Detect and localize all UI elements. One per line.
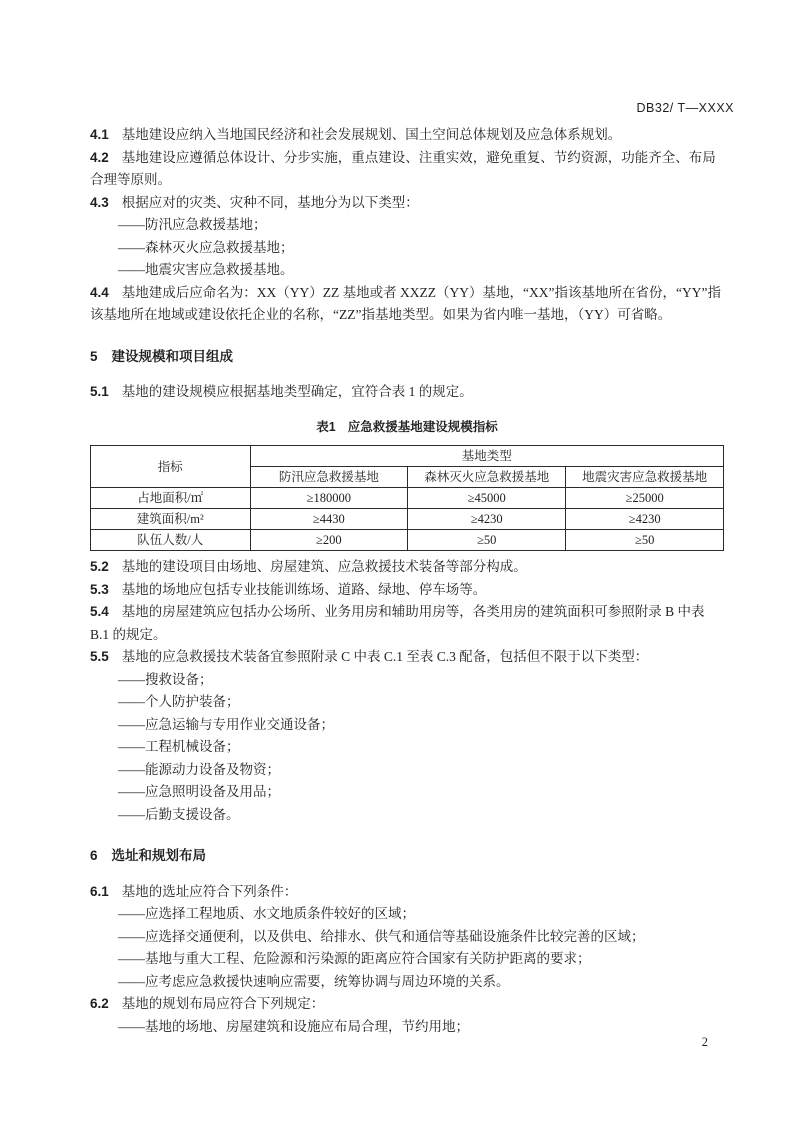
table-cell: ≥4230	[566, 509, 724, 530]
table-row	[91, 509, 724, 530]
table-cell: ≥180000	[250, 488, 408, 509]
list-item-equipment: ——能源动力设备及物资；	[118, 761, 280, 777]
section-5-heading	[90, 346, 724, 369]
table-row	[91, 446, 724, 467]
doc-code: DB32/ T—XXXX	[636, 101, 734, 115]
list-item-base-type: ——地震灾害应急救援基地。	[118, 262, 294, 277]
section-title: 建设规模和项目组成	[111, 348, 234, 364]
table-col-header: 森林灭火应急救援基地	[408, 467, 566, 488]
list-item-layout-rule: ——基地的场地、房屋建筑和设施应布局合理，节约用地；	[118, 1018, 469, 1034]
table-caption-label: 表1	[316, 419, 336, 434]
clause-number: 4.1	[90, 127, 109, 142]
list-item-equipment: ——工程机械设备；	[118, 739, 240, 754]
clause-number: 4.3	[90, 194, 109, 210]
clause-4-1	[90, 124, 724, 147]
table-cell: ≥50	[408, 530, 566, 551]
clause-number: 5.2	[90, 559, 109, 574]
clause-5-5	[90, 646, 724, 669]
table-col-header: 防汛应急救援基地	[250, 467, 408, 488]
page-number: 2	[701, 1035, 708, 1049]
list-item-equipment: ——个人防护装备；	[118, 694, 240, 709]
list-item-site-condition: ——应考虑应急救援快速响应需要，统筹协调与周边环境的关系。	[118, 973, 510, 989]
list-item-equipment: ——后勤支援设备。	[118, 806, 240, 822]
table-cell: ≥200	[250, 530, 408, 551]
clause-number: 5.5	[90, 649, 109, 664]
table-1-caption	[90, 416, 724, 439]
table-row	[91, 488, 724, 509]
table-cell: ≥45000	[408, 488, 566, 509]
table-corner-header: 指标	[91, 446, 251, 488]
table-cell: ≥25000	[566, 488, 724, 509]
clause-text: 基地建设应纳入当地国民经济和社会发展规划、国土空间总体规划及应急体系规划。	[121, 127, 622, 142]
section-number: 6	[90, 848, 98, 863]
clause-5-4	[90, 601, 724, 646]
clause-number: 4.4	[90, 284, 109, 300]
clause-6-1	[90, 881, 724, 904]
clause-number: 5.1	[90, 384, 109, 399]
clause-text: 基地建成后应命名为：XX（YY）ZZ 基地或者 XXZZ（YY）基地，“XX”指该基地所在省份，“YY”指该基地所在地域或建设依托企业的名称，“ZZ”指基地类型。如果为省内唯一基地，（YY）可省略。	[90, 284, 721, 322]
clause-number: 5.3	[90, 581, 109, 597]
section-6-heading	[90, 845, 724, 868]
clause-4-4	[90, 282, 724, 327]
table-cell: ≥50	[566, 530, 724, 551]
clause-4-3	[90, 192, 724, 215]
table-cell: ≥4430	[250, 509, 408, 530]
row-label: 占地面积/㎡	[91, 488, 251, 509]
list-item-site-condition: ——应选择交通便利，以及供电、给排水、供气和通信等基础设施条件比较完善的区域；	[118, 928, 645, 944]
list-item-base-type: ——防汛应急救援基地；	[118, 217, 267, 232]
table-cell: ≥4230	[408, 509, 566, 530]
list-item-site-condition: ——应选择工程地质、水文地质条件较好的区域；	[118, 906, 415, 921]
clause-number: 5.4	[90, 604, 109, 619]
section-number: 5	[90, 348, 98, 364]
row-label: 建筑面积/m²	[91, 509, 251, 530]
clause-text: 基地的建设项目由场地、房屋建筑、应急救援技术装备等部分构成。	[121, 559, 527, 574]
clause-text: 基地的规划布局应符合下列规定：	[121, 996, 325, 1011]
clause-4-2	[90, 147, 724, 192]
table-col-header: 地震灾害应急救援基地	[566, 467, 724, 488]
list-item-site-condition: ——基地与重大工程、危险源和污染源的距离应符合国家有关防护距离的要求；	[118, 951, 591, 966]
list-item-equipment: ——应急运输与专用作业交通设备；	[118, 716, 334, 732]
table-row	[91, 530, 724, 551]
clause-number: 6.1	[90, 883, 109, 899]
clause-number: 4.2	[90, 149, 109, 165]
clause-text: 基地建设应遵循总体设计、分步实施，重点建设、注重实效，避免重复、节约资源，功能齐全、布局合理等原则。	[90, 149, 716, 187]
clause-5-3	[90, 579, 724, 602]
clause-text: 基地的场地应包括专业技能训练场、道路、绿地、停车场等。	[121, 581, 487, 597]
clause-6-2	[90, 993, 724, 1016]
list-item-equipment: ——搜救设备；	[118, 671, 213, 687]
section-title: 选址和规划布局	[111, 848, 207, 863]
clause-text: 基地的应急救援技术装备宜参照附录 C 中表 C.1 至表 C.3 配备，包括但不限于以下类型：	[121, 649, 649, 664]
row-label: 队伍人数/人	[91, 530, 251, 551]
clause-5-1	[90, 381, 724, 404]
clause-text: 基地的选址应符合下列条件：	[121, 883, 298, 899]
table-group-header: 基地类型	[250, 446, 723, 467]
clause-text: 基地的建设规模应根据基地类型确定，宜符合表 1 的规定。	[121, 384, 473, 399]
list-item-equipment: ——应急照明设备及用品；	[118, 784, 280, 799]
list-item-base-type: ——森林灭火应急救援基地；	[118, 239, 294, 255]
clause-5-2	[90, 556, 724, 579]
table-caption-text: 应急救援基地建设规模指标	[347, 419, 498, 434]
clause-text: 基地的房屋建筑应包括办公场所、业务用房和辅助用房等，各类用房的建筑面积可参照附录 B 中表 B.1 的规定。	[90, 604, 705, 642]
clause-number: 6.2	[90, 996, 109, 1011]
clause-text: 根据应对的灾类、灾种不同，基地分为以下类型：	[121, 194, 419, 210]
table-1	[90, 445, 724, 551]
